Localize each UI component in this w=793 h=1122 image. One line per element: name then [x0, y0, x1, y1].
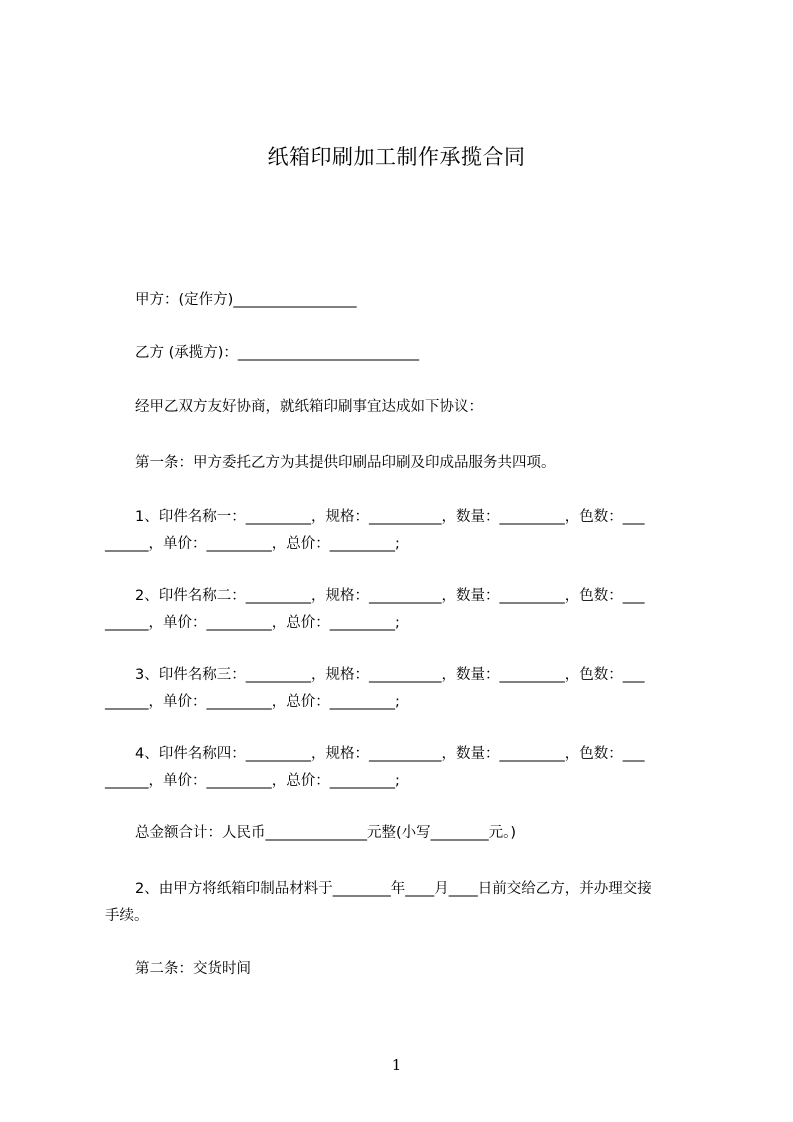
- materials-line-1: 2、由甲方将纸箱印制品材料于________年____月____日前交给乙方，并办理交接: [135, 881, 652, 897]
- print-item-1: [105, 504, 715, 558]
- print-item-2-line-1: 2、印件名称二：_________，规格：__________，数量：_________，色数：___: [135, 588, 645, 604]
- total-amount-line: 总金额合计：人民币______________元整(小写________元。): [135, 825, 517, 841]
- intro-paragraph: 经甲乙双方友好协商，就纸箱印刷事宜达成如下协议：: [135, 399, 483, 415]
- materials-paragraph: [105, 876, 715, 930]
- print-item-4: [105, 741, 715, 795]
- party-a-line: 甲方：(定作方)_________________: [135, 292, 357, 308]
- print-item-4-line-1: 4、印件名称四：_________，规格：__________，数量：_________，色数：___: [135, 746, 645, 762]
- print-item-3: [105, 662, 715, 716]
- article-1-heading: 第一条：甲方委托乙方为其提供印刷品印刷及印成品服务共四项。: [135, 455, 556, 471]
- print-item-2: [105, 583, 715, 637]
- print-item-3-line-2: ______，单价：_________，总价：_________;: [105, 694, 400, 710]
- materials-line-2: 手续。: [105, 908, 149, 924]
- print-item-2-line-2: ______，单价：_________，总价：_________;: [105, 615, 400, 631]
- print-item-3-line-1: 3、印件名称三：_________，规格：__________，数量：_________，色数：___: [135, 667, 645, 683]
- page-number: 1: [391, 1056, 402, 1074]
- print-item-1-line-2: ______，单价：_________，总价：_________;: [105, 536, 400, 552]
- article-2-heading: 第二条：交货时间: [135, 961, 251, 977]
- print-item-1-line-1: 1、印件名称一：_________，规格：__________，数量：_________，色数：___: [135, 509, 645, 525]
- document-title: 纸箱印刷加工制作承揽合同: [267, 145, 526, 169]
- print-item-4-line-2: ______，单价：_________，总价：_________;: [105, 773, 400, 789]
- party-b-line: 乙方 (承揽方)：_________________________: [135, 345, 420, 361]
